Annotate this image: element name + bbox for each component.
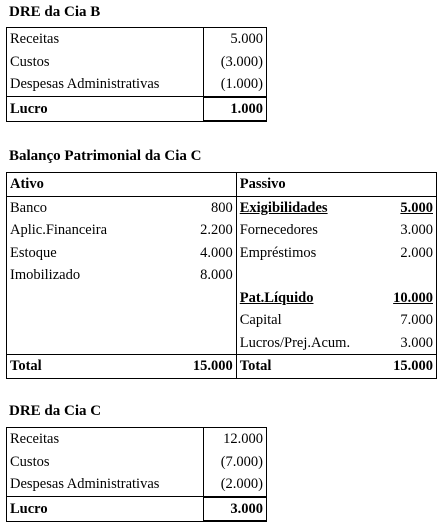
dre-b-label: Receitas — [7, 28, 204, 51]
table-row — [7, 451, 267, 474]
passivo-value: 7.000 — [400, 312, 433, 328]
ativo-label: Imobilizado — [10, 267, 81, 283]
dre-c-value: (7.000) — [220, 453, 263, 470]
passivo-value: 5.000 — [400, 199, 433, 216]
passivo-total-label: Total — [236, 355, 376, 379]
balance-table — [6, 172, 437, 379]
passivo-label: Fornecedores — [239, 222, 318, 238]
table-row — [7, 428, 267, 451]
dre-b-total-value: 1.000 — [204, 97, 267, 122]
passivo-value: 10.000 — [393, 289, 433, 306]
dre-b-label: Custos — [7, 51, 204, 74]
table-row-total — [7, 97, 267, 122]
dre-b-value: (1.000) — [220, 76, 263, 92]
passivo-label: Lucros/Prej.Acum. — [239, 334, 351, 351]
table-row — [7, 196, 437, 219]
table-row — [7, 332, 437, 355]
passivo-label: Exigibilidades — [239, 199, 328, 216]
dre-c-label: Despesas Administrativas — [7, 473, 204, 497]
ativo-header: Ativo — [7, 173, 237, 197]
dre-c-total-label: Lucro — [7, 497, 204, 522]
passivo-label: Pat.Líquido — [239, 289, 314, 306]
dre-b-value: (3.000) — [220, 53, 263, 70]
passivo-value: 3.000 — [400, 334, 433, 351]
passivo-total-value: 15.000 — [377, 355, 437, 379]
dre-b-value: 5.000 — [230, 31, 263, 47]
ativo-empty — [7, 332, 163, 355]
ativo-value: 4.000 — [162, 242, 236, 265]
passivo-label — [236, 264, 376, 287]
ativo-empty — [7, 309, 163, 332]
table-header-row — [7, 173, 437, 197]
passivo-label: Empréstimos — [239, 244, 317, 261]
ativo-empty — [162, 309, 236, 332]
ativo-total-value: 15.000 — [162, 355, 236, 379]
dre-b-table — [6, 27, 267, 122]
ativo-label: Estoque — [10, 244, 57, 261]
passivo-label: Capital — [239, 312, 282, 328]
dre-c-value: 12.000 — [223, 431, 263, 447]
dre-b-total-label: Lucro — [7, 97, 204, 122]
balance-title: Balanço Patrimonial da Cia C — [9, 148, 202, 164]
ativo-empty — [7, 287, 163, 310]
ativo-value: 8.000 — [162, 264, 236, 287]
passivo-value: 3.000 — [400, 222, 433, 238]
dre-c-label: Receitas — [7, 428, 204, 451]
dre-c-total-value: 3.000 — [204, 497, 267, 522]
dre-b-label: Despesas Administrativas — [7, 73, 204, 97]
dre-c-table — [6, 427, 267, 522]
ativo-total-label: Total — [7, 355, 163, 379]
dre-c-title: DRE da Cia C — [9, 403, 102, 419]
passivo-value — [377, 264, 437, 287]
table-row — [7, 73, 267, 97]
table-row-total — [7, 497, 267, 522]
table-row — [7, 264, 437, 287]
table-row-total — [7, 355, 437, 379]
table-row — [7, 242, 437, 265]
ativo-value: 800 — [162, 196, 236, 219]
ativo-empty — [162, 332, 236, 355]
table-row — [7, 28, 267, 51]
table-row — [7, 219, 437, 242]
passivo-header: Passivo — [236, 173, 436, 197]
dre-c-label: Custos — [7, 451, 204, 474]
ativo-value: 2.200 — [162, 219, 236, 242]
ativo-label: Banco — [10, 199, 48, 216]
passivo-value: 2.000 — [400, 244, 433, 261]
dre-b-title: DRE da Cia B — [9, 4, 101, 20]
table-row — [7, 51, 267, 74]
ativo-empty — [162, 287, 236, 310]
table-row — [7, 473, 267, 497]
dre-c-value: (2.000) — [220, 476, 263, 492]
ativo-label: Aplic.Financeira — [10, 222, 108, 238]
table-row — [7, 309, 437, 332]
table-row — [7, 287, 437, 310]
